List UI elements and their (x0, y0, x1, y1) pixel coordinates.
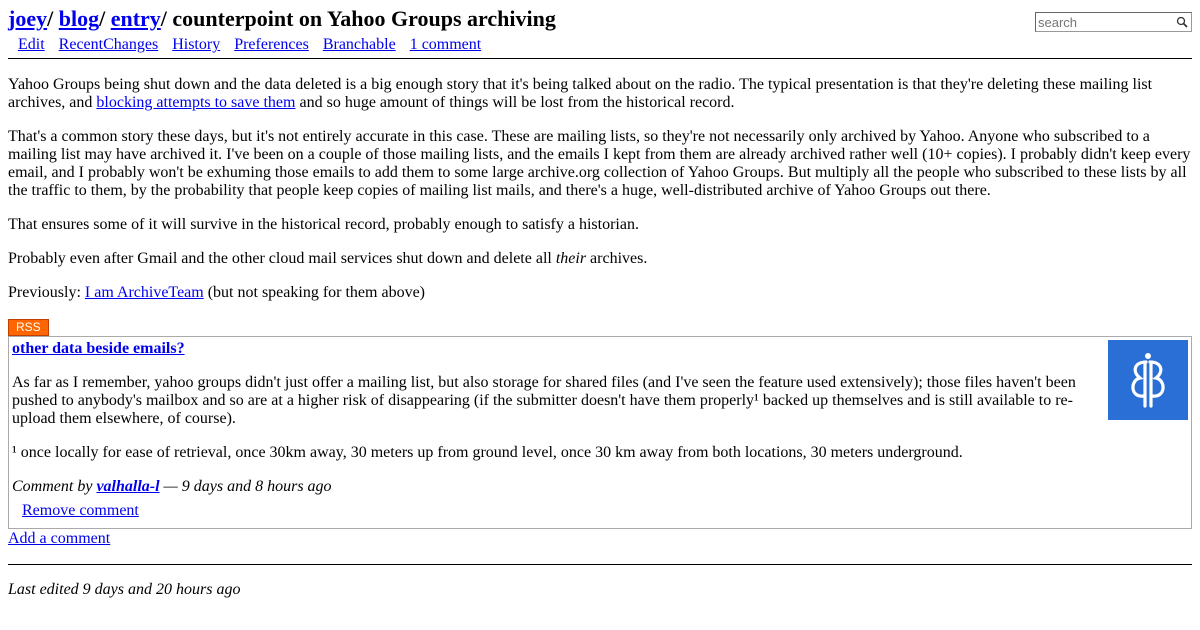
comment-paragraph: As far as I remember, yahoo groups didn't just offer a mailing list, but also storage for shared files (and I've seen the feature used extensively); those files haven't been pushed to anybody's mailbox and so are at a higher risk of disappearing (if the submitter doesn't have them properly¹ backed up themselves and is still available to re-upload them elsewhere, of course). (12, 374, 1076, 427)
blocking-attempts-link[interactable]: blocking attempts to save them (96, 94, 296, 111)
comment-meta: Comment by valhalla-l — 9 days and 8 hours ago (12, 478, 332, 495)
openid-logo-icon (1108, 340, 1188, 420)
entry-content (8, 59, 1192, 302)
comment-author-link[interactable]: valhalla-l (96, 478, 160, 495)
crumb-blog[interactable]: blog (58, 6, 100, 31)
paragraph: Yahoo Groups being shut down and the data deleted is a big enough story that it's being talked about on the radio. The typical presentation is that they're deleting these mailing list archives, and blocking attempts to save them and so huge amount of things will be lost from the historical record. (8, 76, 1153, 111)
page (8, 0, 1192, 599)
branchable-link[interactable]: Branchable (322, 36, 396, 53)
comment-subject (12, 340, 1188, 358)
comment-subject-link[interactable]: other data beside emails? (12, 340, 185, 357)
page-actions (8, 36, 481, 54)
crumb-separator: / (47, 6, 54, 31)
paragraph: Probably even after Gmail and the other cloud mail services shut down and delete all their archives. (8, 250, 648, 267)
search-input[interactable] (1036, 13, 1170, 31)
paragraph: That ensures some of it will survive in the historical record, probably enough to satisfy a historian. (8, 216, 639, 233)
page-footer (8, 564, 1192, 599)
rss-button[interactable]: RSS (8, 319, 49, 336)
paragraph: Previously: I am ArchiveTeam (but not speaking for them above) (8, 284, 425, 301)
page-title (8, 5, 556, 33)
add-comment-link[interactable]: Add a comment (8, 530, 111, 547)
preferences-link[interactable]: Preferences (234, 36, 309, 53)
paragraph: That's a common story these days, but it's not entirely accurate in this case. These are mailing lists, so they're not necessarily only archived by Yahoo. Anyone who subscribed to a mailing list may have archived it. I've been on a couple of those mailing lists, and the emails I kept from them are already archived rather well (10+ copies). I probably didn't keep every email, and I probably won't be exhuming those emails to add them to some large archive.org collection of Yahoo Groups. But multiply all the people who subscribed to these lists by all the traffic to them, by the probability that people keep copies of mailing list mails, and there's a huge, well-distributed archive of Yahoo Groups out there. (8, 128, 1191, 199)
archiveteam-link[interactable]: I am ArchiveTeam (84, 284, 204, 301)
comment-actions (12, 502, 1188, 520)
edit-link[interactable]: Edit (18, 36, 45, 53)
crumb-entry[interactable]: entry (110, 6, 161, 31)
add-comment (8, 530, 1192, 548)
history-link[interactable]: History (172, 36, 221, 53)
comment (8, 336, 1192, 529)
page-title-text: counterpoint on Yahoo Groups archiving (172, 6, 556, 31)
remove-comment-link[interactable]: Remove comment (22, 502, 139, 519)
search-box (1035, 12, 1192, 32)
page-header (8, 0, 1192, 59)
comment-footnote: ¹ once locally for ease of retrieval, once 30km away, 30 meters up from ground level, once 30 km away from both locations, 30 meters underground. (12, 444, 963, 461)
comment-body (12, 374, 1188, 462)
last-edited: Last edited 9 days and 20 hours ago (8, 581, 241, 598)
recentchanges-link[interactable]: RecentChanges (58, 36, 159, 53)
avatar (1108, 340, 1188, 420)
crumb-separator: / (99, 6, 106, 31)
search-icon[interactable] (1176, 16, 1188, 28)
comments-count-link[interactable]: 1 comment (409, 36, 482, 53)
crumb-joey[interactable]: joey (8, 6, 48, 31)
crumb-separator: / (160, 6, 167, 31)
